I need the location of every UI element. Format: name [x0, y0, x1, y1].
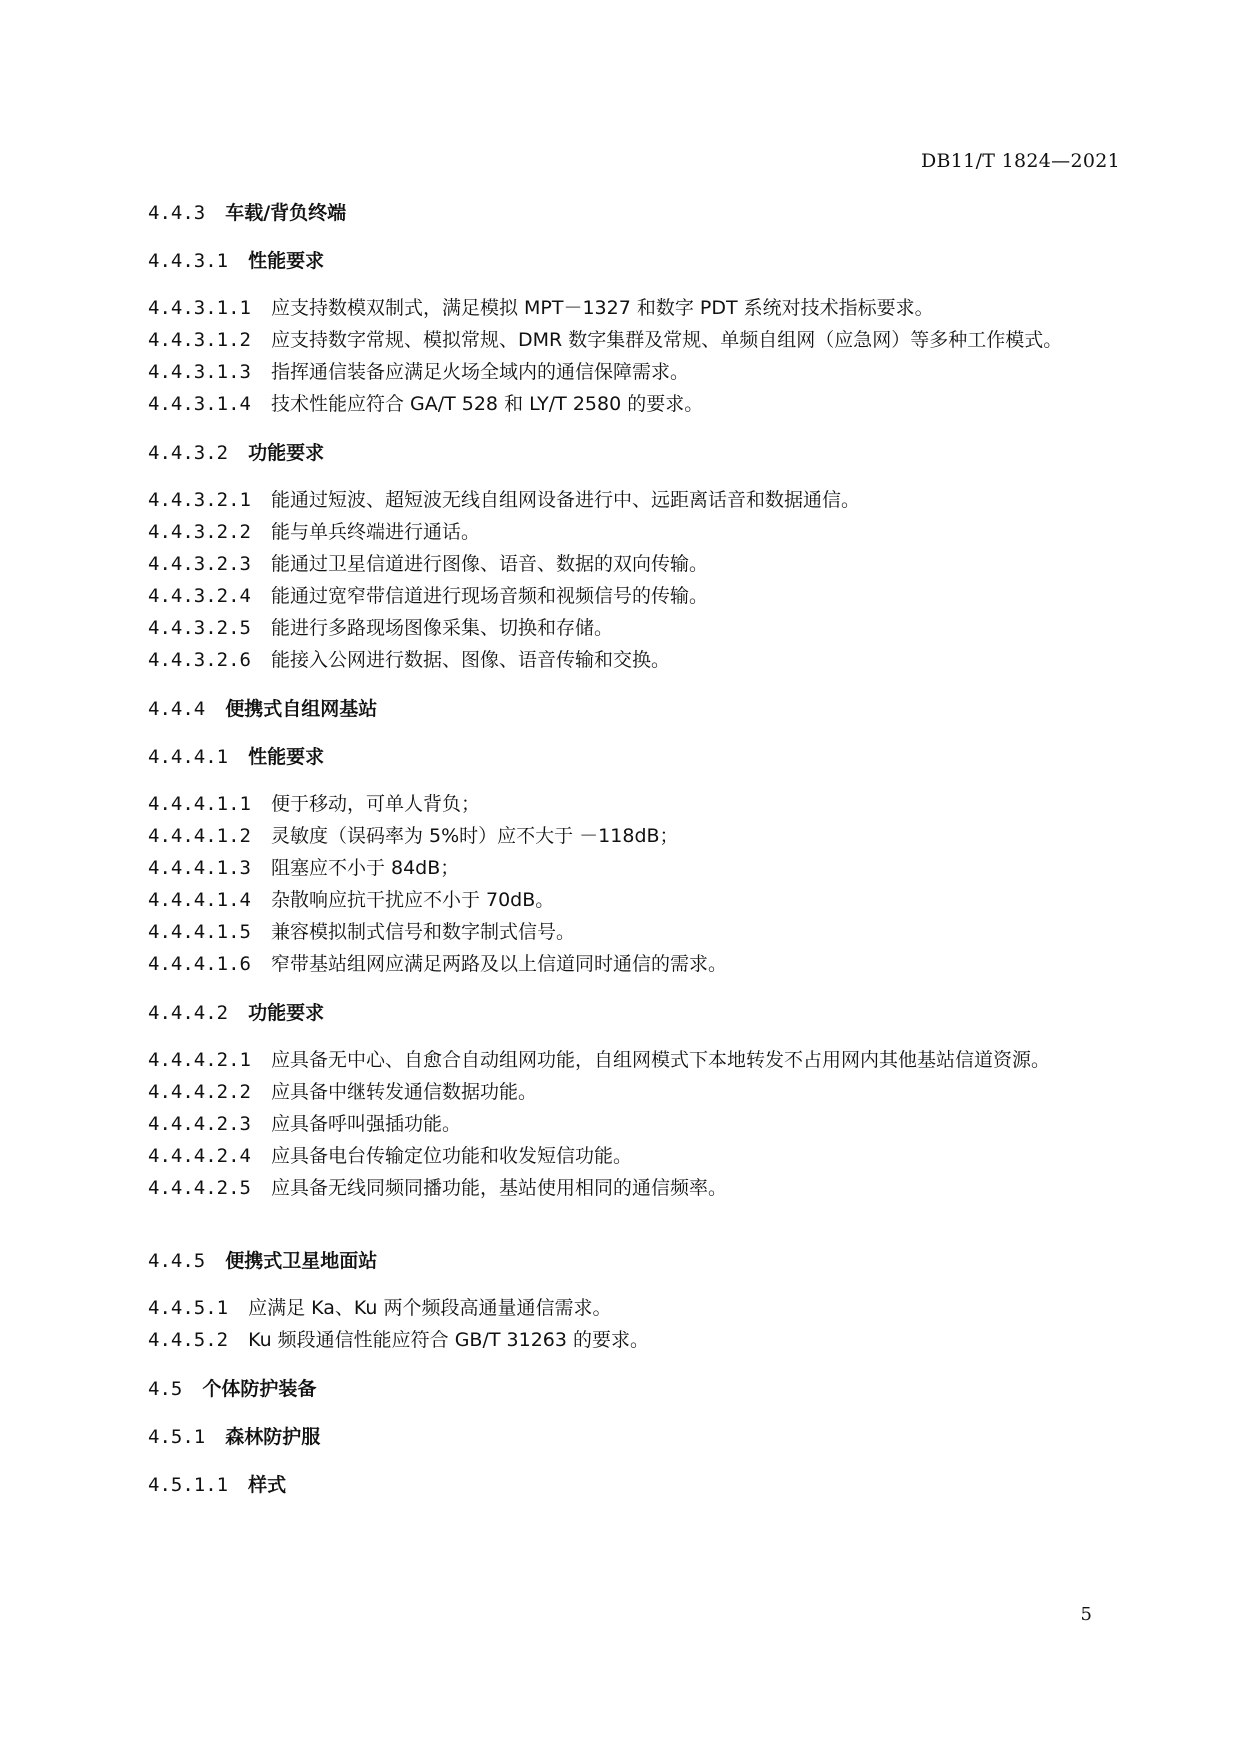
clause-number: 4.4.4.2.5 [148, 1177, 251, 1199]
clause-item [148, 1324, 1120, 1356]
section-number: 4.5 [148, 1378, 183, 1400]
subsection-heading [148, 998, 1120, 1028]
clause-item [148, 516, 1120, 548]
section-number: 4.5.1 [148, 1426, 206, 1448]
clause-text: 阻塞应不小于 84dB； [270, 857, 460, 879]
clause-number: 4.4.5.1 [148, 1297, 229, 1319]
section-number: 4.4.3.2 [148, 442, 229, 464]
clause-item [148, 612, 1120, 644]
clause-text: Ku 频段通信性能应符合 GB/T 31263 的要求。 [248, 1329, 649, 1351]
section-title: 样式 [248, 1474, 287, 1496]
clause-item [148, 1044, 1120, 1076]
clause-text: 能与单兵终端进行通话。 [270, 521, 480, 543]
clause-item [148, 788, 1120, 820]
clause-item [148, 852, 1120, 884]
section-number: 4.4.4 [148, 698, 206, 720]
clause-text: 应具备无线同频同播功能，基站使用相同的通信频率。 [270, 1177, 727, 1199]
section-title: 功能要求 [248, 442, 325, 464]
clause-item [148, 580, 1120, 612]
clause-number: 4.4.3.1.1 [148, 297, 251, 319]
clause-number: 4.4.3.1.2 [148, 329, 251, 351]
clause-text: 窄带基站组网应满足两路及以上信道同时通信的需求。 [270, 953, 727, 975]
clause-text: 能通过宽窄带信道进行现场音频和视频信号的传输。 [270, 585, 708, 607]
section-number: 4.4.3.1 [148, 250, 229, 272]
section-heading [148, 198, 1120, 228]
clause-text: 能通过卫星信道进行图像、语音、数据的双向传输。 [270, 553, 708, 575]
clause-number: 4.4.3.2.6 [148, 649, 251, 671]
subsection-heading [148, 742, 1120, 772]
clause-number: 4.4.3.1.4 [148, 393, 251, 415]
clause-number: 4.4.3.2.3 [148, 553, 251, 575]
section-heading [148, 694, 1120, 724]
clause-item [148, 548, 1120, 580]
section-title: 便携式自组网基站 [225, 698, 378, 720]
clause-number: 4.4.3.2.4 [148, 585, 251, 607]
clause-text: 应具备呼叫强插功能。 [270, 1113, 461, 1135]
section-title: 车载/背负终端 [225, 202, 347, 224]
clause-text: 应具备无中心、自愈合自动组网功能，自组网模式下本地转发不占用网内其他基站信道资源。 [270, 1049, 1050, 1071]
document-body [148, 198, 1120, 1500]
subsection-heading [148, 1422, 1120, 1452]
clause-item [148, 948, 1120, 980]
section-title: 个体防护装备 [202, 1378, 317, 1400]
clause-number: 4.4.4.1.2 [148, 825, 251, 847]
clause-number: 4.4.4.1.4 [148, 889, 251, 911]
clause-text: 技术性能应符合 GA/T 528 和 LY/T 2580 的要求。 [270, 393, 704, 415]
clause-number: 4.4.3.2.5 [148, 617, 251, 639]
section-number: 4.5.1.1 [148, 1474, 229, 1496]
clause-item [148, 820, 1120, 852]
section-number: 4.4.4.2 [148, 1002, 229, 1024]
section-title: 功能要求 [248, 1002, 325, 1024]
clause-number: 4.4.4.2.2 [148, 1081, 251, 1103]
clause-number: 4.4.4.1.3 [148, 857, 251, 879]
clause-item [148, 884, 1120, 916]
clause-number: 4.4.4.1.1 [148, 793, 251, 815]
clause-number: 4.4.3.2.1 [148, 489, 251, 511]
clause-item [148, 916, 1120, 948]
page-number: 5 [1080, 1604, 1092, 1625]
section-title: 森林防护服 [225, 1426, 321, 1448]
clause-number: 4.4.4.2.1 [148, 1049, 251, 1071]
section-number: 4.4.4.1 [148, 746, 229, 768]
clause-item [148, 1108, 1120, 1140]
section-title: 便携式卫星地面站 [225, 1250, 378, 1272]
subsection-heading [148, 246, 1120, 276]
clause-number: 4.4.4.1.6 [148, 953, 251, 975]
clause-text: 能通过短波、超短波无线自组网设备进行中、远距离话音和数据通信。 [270, 489, 860, 511]
clause-number: 4.4.4.1.5 [148, 921, 251, 943]
clause-item [148, 324, 1120, 356]
clause-number: 4.4.3.1.3 [148, 361, 251, 383]
standard-code: DB11/T 1824—2021 [921, 150, 1120, 172]
section-number: 4.4.5 [148, 1250, 206, 1272]
section-heading [148, 1246, 1120, 1276]
clause-text: 指挥通信装备应满足火场全域内的通信保障需求。 [270, 361, 689, 383]
clause-item [148, 292, 1120, 324]
clause-text: 能接入公网进行数据、图像、语音传输和交换。 [270, 649, 670, 671]
clause-number: 4.4.5.2 [148, 1329, 229, 1351]
clause-number: 4.4.3.2.2 [148, 521, 251, 543]
clause-text: 灵敏度（误码率为 5%时）应不大于 －118dB； [270, 825, 679, 847]
clause-item [148, 1172, 1120, 1204]
clause-number: 4.4.4.2.4 [148, 1145, 251, 1167]
clause-item [148, 1292, 1120, 1324]
clause-text: 杂散响应抗干扰应不小于 70dB。 [270, 889, 555, 911]
clause-text: 应满足 Ka、Ku 两个频段高通量通信需求。 [248, 1297, 612, 1319]
clause-item [148, 388, 1120, 420]
clause-item [148, 1140, 1120, 1172]
clause-text: 应支持数模双制式，满足模拟 MPT－1327 和数字 PDT 系统对技术指标要求。 [270, 297, 934, 319]
section-heading [148, 1374, 1120, 1404]
clause-text: 应具备电台传输定位功能和收发短信功能。 [270, 1145, 632, 1167]
subsection-heading [148, 438, 1120, 468]
clause-item [148, 356, 1120, 388]
clause-number: 4.4.4.2.3 [148, 1113, 251, 1135]
clause-text: 便于移动，可单人背负； [270, 793, 480, 815]
clause-text: 应具备中继转发通信数据功能。 [270, 1081, 537, 1103]
clause-item [148, 484, 1120, 516]
section-number: 4.4.3 [148, 202, 206, 224]
section-title: 性能要求 [248, 250, 325, 272]
clause-item [148, 1076, 1120, 1108]
clause-text: 应支持数字常规、模拟常规、DMR 数字集群及常规、单频自组网（应急网）等多种工作模式。 [270, 329, 1063, 351]
clause-item [148, 644, 1120, 676]
section-title: 性能要求 [248, 746, 325, 768]
clause-text: 兼容模拟制式信号和数字制式信号。 [270, 921, 575, 943]
clause-text: 能进行多路现场图像采集、切换和存储。 [270, 617, 613, 639]
subsection-heading [148, 1470, 1120, 1500]
